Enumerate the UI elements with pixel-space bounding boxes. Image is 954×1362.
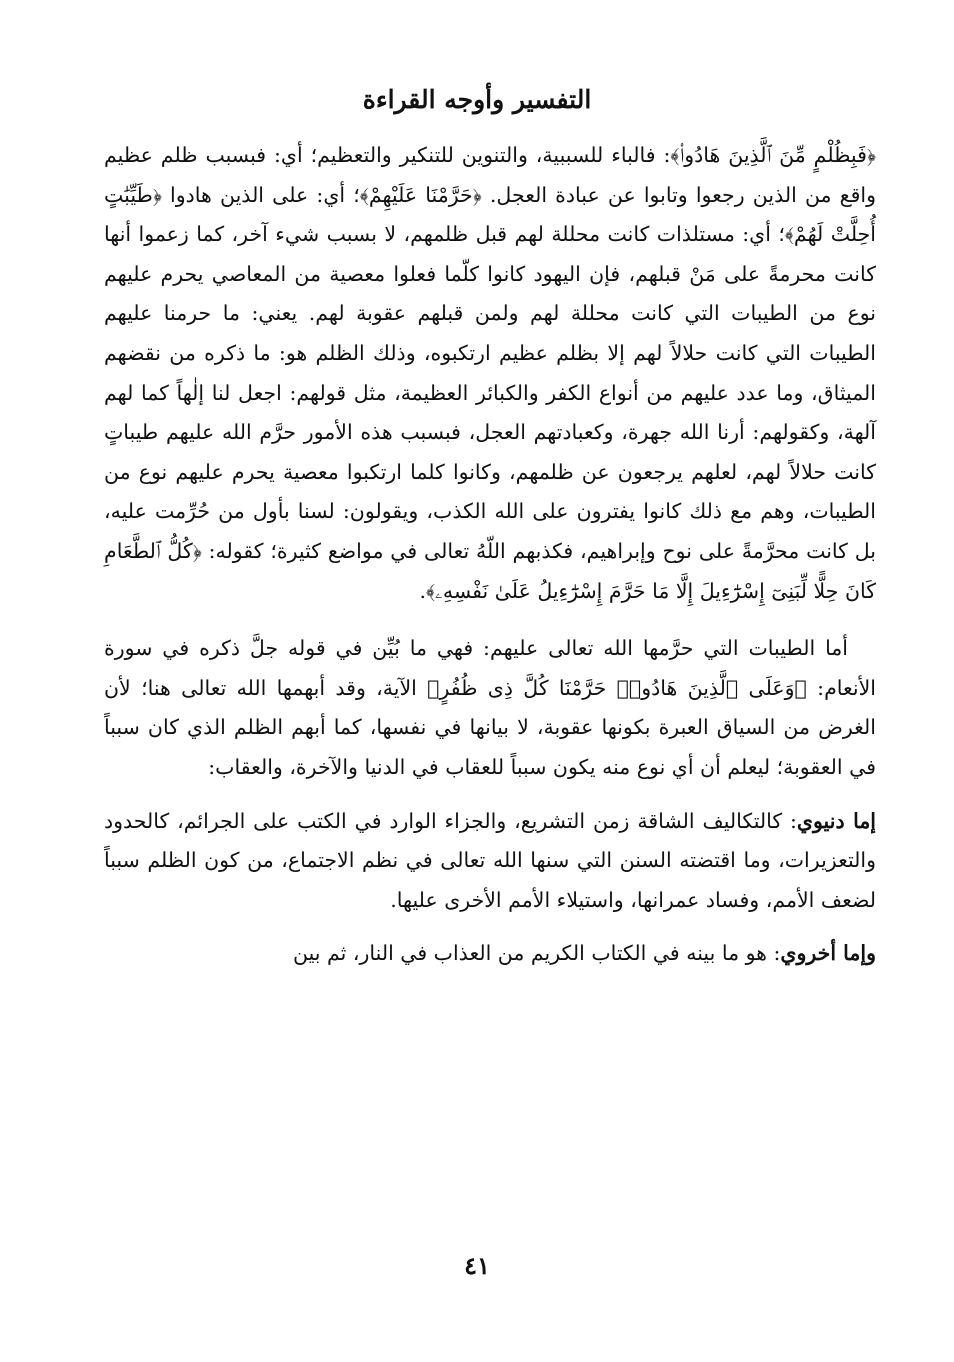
body-text bbox=[104, 136, 876, 974]
paragraph-3 bbox=[104, 802, 876, 921]
page-header-title: التفسير وأوجه القراءة bbox=[362, 85, 592, 114]
paragraph-1 bbox=[104, 136, 876, 611]
paragraph-2 bbox=[104, 629, 876, 787]
paragraph-1-text: ﴿فَبِظُلْمٍ مِّنَ ٱلَّذِينَ هَادُوا۟﴾: فالباء للسببية، والتنوين للتنكير والتعظيم؛ أي: فبسبب ظلم عظيم واقع من الذين رجعوا وتابوا عن عبادة العجل. ﴿حَرَّمْنَا عَلَيْهِمْ﴾؛ أي: على الذين هادوا ﴿طَيِّبَٰتٍ أُحِلَّتْ لَهُمْ﴾؛ أي: مستلذات كانت محللة لهم قبل ظلمهم، لا بسبب شيء آخر، كما زعموا أنها كانت محرمةً على مَنْ قبلهم، فإن اليهود كانوا كلّما فعلوا معصية من المعاصي يحرم عليهم نوع من الطيبات التي كانت محللة لهم ولمن قبلهم عقوبة لهم. يعني: ما حرمنا عليهم الطيبات التي كانت حلالاً لهم إلا بظلم عظيم ارتكبوه، وذلك الظلم هو: ما ذكره من نقضهم الميثاق، وما عدد عليهم من أنواع الكفر والكبائر العظيمة، مثل قولهم: اجعل لنا إلٰهاً كما لهم آلهة، وكقولهم: أرنا الله جهرة، وكعبادتهم العجل، فبسبب هذه الأمور حرَّم الله عليهم طيباتٍ كانت حلالاً لهم، لعلهم يرجعون عن ظلمهم، وكانوا كلما ارتكبوا معصية يحرم عليهم نوع من الطيبات، وهم مع ذلك كانوا يفترون على الله الكذب، ويقولون: لسنا بأول من حُرِّمت عليه، بل كانت محرَّمةً على نوح وإبراهيم، فكذبهم اللّهُ تعالى في مواضع كثيرة؛ كقوله: ﴿كُلُّ ٱلطَّعَامِ كَانَ حِلًّا لِّبَنِىٓ إِسْرَٰٓءِيلَ إِلَّا مَا حَرَّمَ إِسْرَٰٓءِيلُ عَلَىٰ نَفْسِهِۦ﴾. bbox=[104, 143, 876, 603]
page-number: ٤١ bbox=[464, 1251, 490, 1280]
paragraph-4-text: : هو ما بينه في الكتاب الكريم من العذاب في النار، ثم بين bbox=[293, 941, 781, 966]
paragraph-4-lead: وإما أخروي bbox=[780, 941, 876, 966]
paragraph-4 bbox=[104, 934, 876, 974]
paragraph-3-lead: إما دنيوي bbox=[796, 808, 877, 833]
paragraph-2-text: أما الطيبات التي حرَّمها الله تعالى عليهم: فهي ما بُيِّن في قوله جلَّ ذكره في سورة الأنعام: ﴿وَعَلَى ٱلَّذِينَ هَادُوا۟ حَرَّمْنَا كُلَّ ذِى ظُفُرٍ﴾ الآية، وقد أبهمها الله تعالى هنا؛ لأن الغرض من السياق العبرة بكونها عقوبة، لا بيانها في نفسها، كما أبهم الظلم الذي كان سبباً في العقوبة؛ ليعلم أن أي نوع منه يكون سبباً للعقاب في الدنيا والآخرة، والعقاب: bbox=[104, 636, 876, 779]
paragraph-3-text: : كالتكاليف الشاقة زمن التشريع، والجزاء الوارد في الكتب على الجرائم، كالحدود والتعزيرات، وما اقتضته السنن التي سنها الله تعالى في نظم الاجتماع، من كون الظلم سبباً لضعف الأمم، وفساد عمرانها، واستيلاء الأمم الأخرى عليها. bbox=[104, 808, 876, 912]
